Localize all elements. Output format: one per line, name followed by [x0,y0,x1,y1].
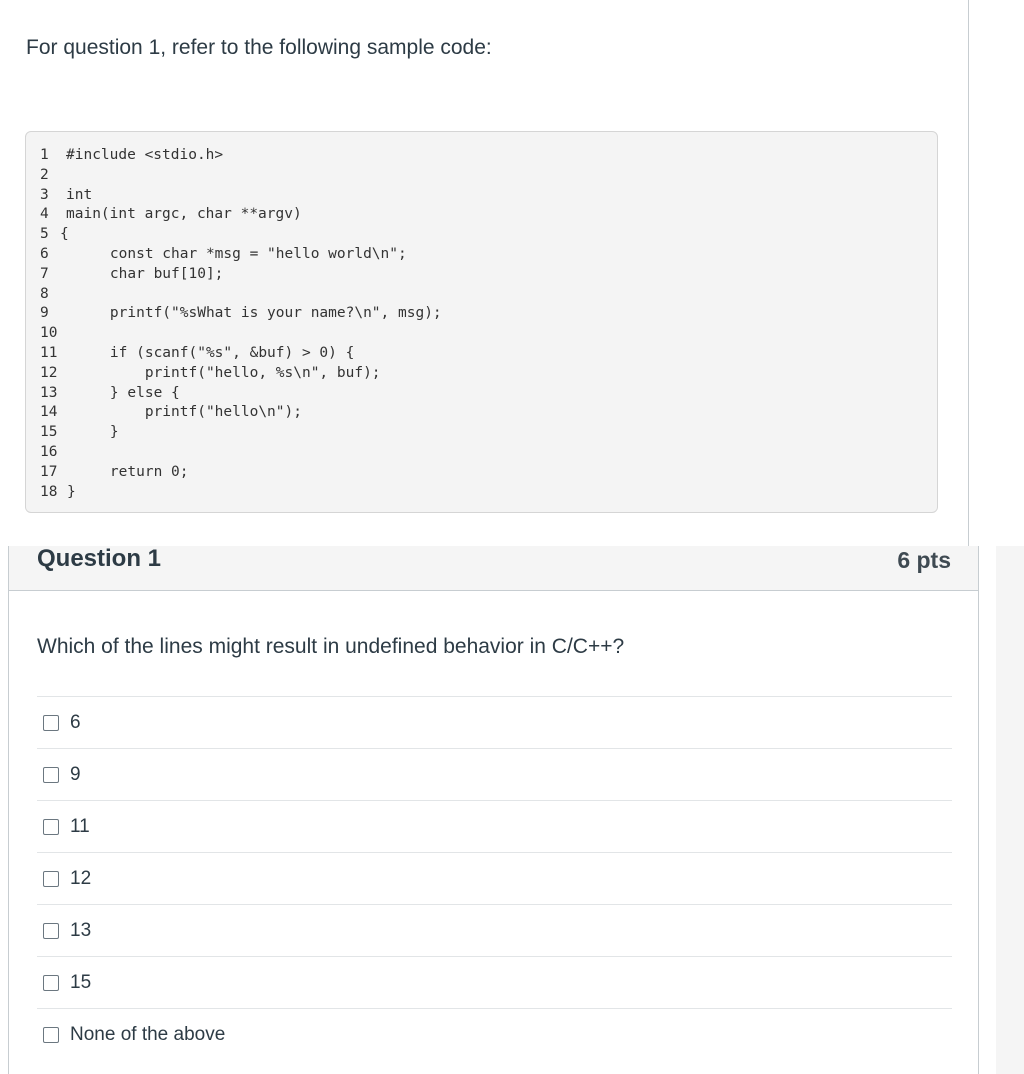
answer-option-13[interactable] [37,904,952,956]
code-line [40,265,937,285]
scroll-gutter [996,546,1024,1074]
code-line [40,364,937,384]
intro-text: For question 1, refer to the following sample code: [26,36,492,59]
answer-option-12[interactable] [37,852,952,904]
checkbox-icon[interactable] [43,767,59,783]
checkbox-icon[interactable] [43,975,59,991]
code-sample-block [25,131,938,513]
code-line [40,186,937,206]
checkbox-icon[interactable] [43,923,59,939]
line-number: 12 [40,364,58,381]
answer-label: 9 [70,763,81,785]
code-line [40,146,937,166]
code-text: printf("hello\n"); [75,404,302,421]
code-text: if (scanf("%s", &buf) > 0) { [75,344,355,361]
code-text: printf("%sWhat is your name?\n", msg); [75,305,442,322]
code-text: int [66,186,93,203]
line-number: 16 [40,443,58,460]
code-line [40,245,937,265]
question-header [9,546,978,591]
code-text: } [75,424,119,441]
question-title: Question 1 [37,545,162,572]
answer-label: 12 [70,867,92,889]
code-line [40,403,937,423]
checkbox-icon[interactable] [43,819,59,835]
answer-list [37,696,952,1060]
line-number: 5 [40,226,49,243]
code-line [40,443,937,463]
answer-label: None of the above [70,1023,226,1045]
line-number: 2 [40,166,49,183]
content-divider [968,0,969,546]
line-number: 3 [40,186,49,203]
line-number: 13 [40,384,58,401]
checkbox-icon[interactable] [43,871,59,887]
question-points: 6 pts [897,547,951,573]
code-line [40,483,937,503]
line-number: 9 [40,305,49,322]
code-line [40,225,937,245]
line-number: 4 [40,206,49,223]
line-number: 15 [40,424,58,441]
code-line [40,384,937,404]
answer-option-11[interactable] [37,800,952,852]
answer-label: 6 [70,711,81,733]
code-text: char buf[10]; [75,265,224,282]
checkbox-icon[interactable] [43,1027,59,1043]
code-line [40,344,937,364]
answer-label: 11 [70,815,90,837]
code-line [40,166,937,186]
line-number: 10 [40,325,58,342]
answer-option-9[interactable] [37,748,952,800]
checkbox-icon[interactable] [43,715,59,731]
answer-label: 13 [70,919,92,941]
line-number: 7 [40,265,49,282]
code-text: printf("hello, %s\n", buf); [75,364,381,381]
line-number: 18 [40,483,58,500]
code-text: return 0; [75,463,189,480]
answer-option-6[interactable] [37,696,952,748]
answer-label: 15 [70,971,92,993]
question-card [8,546,979,1074]
code-line [40,324,937,344]
code-line [40,205,937,225]
answer-option-none[interactable] [37,1008,952,1060]
code-text: } [67,483,76,500]
line-number: 17 [40,463,58,480]
line-number: 8 [40,285,49,302]
line-number: 6 [40,245,49,262]
question-text: Which of the lines might result in undefined behavior in C/C++? [37,635,625,658]
code-text: } else { [75,384,180,401]
code-text: { [60,226,69,243]
line-number: 1 [40,147,49,163]
code-line [40,285,937,305]
code-text: #include <stdio.h> [66,147,224,163]
code-text: main(int argc, char **argv) [66,206,302,223]
code-line [40,304,937,324]
line-number: 14 [40,404,58,421]
code-line [40,423,937,443]
code-line [40,463,937,483]
answer-option-15[interactable] [37,956,952,1008]
line-number: 11 [40,344,58,361]
code-text: const char *msg = "hello world\n"; [75,245,407,262]
